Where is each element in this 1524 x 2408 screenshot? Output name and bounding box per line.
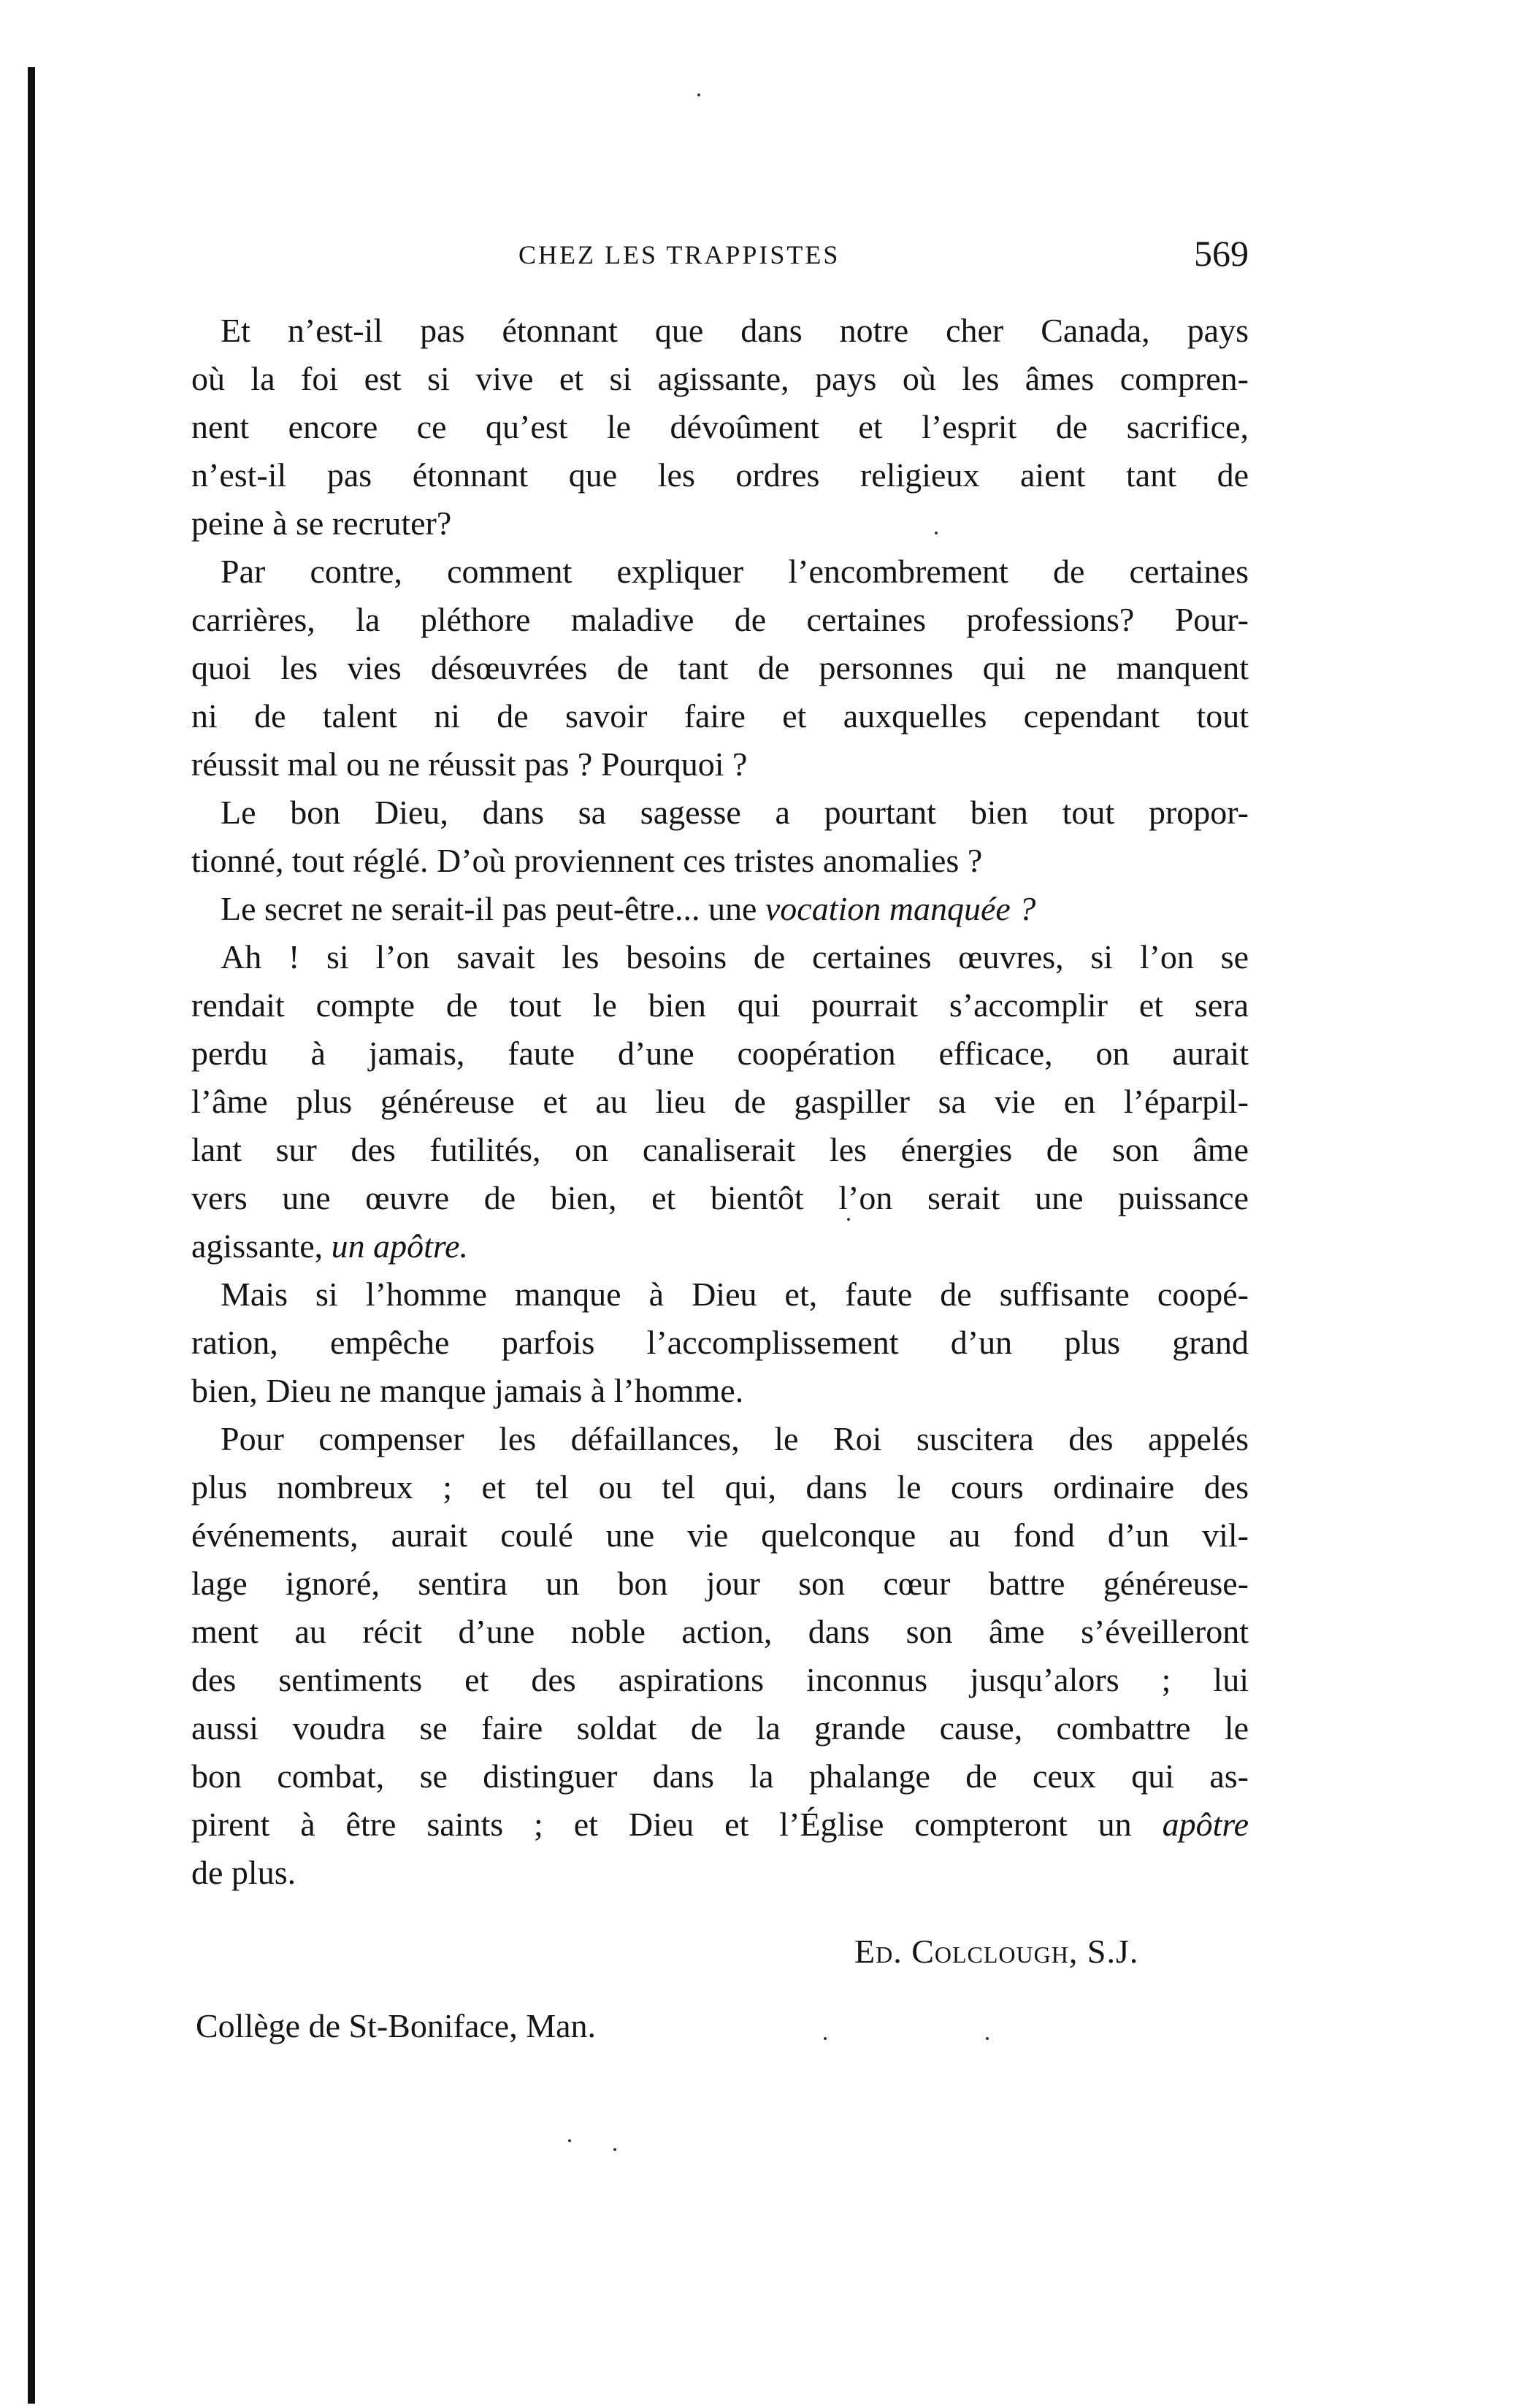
signature-text: Ed. Colclough, S.J. [854, 1933, 1139, 1970]
scan-speck [986, 2037, 989, 2040]
line-text: Pour compenser les défaillances, le Roi suscitera des appelés [221, 1420, 1249, 1457]
line-italic-text: un apôtre. [331, 1227, 469, 1265]
article-body [191, 307, 1249, 1897]
line-text: lant sur des futilités, on canaliserait les énergies de son âme [191, 1131, 1249, 1168]
line-text: perdu à jamais, faute d’une coopération efficace, on aurait [191, 1035, 1249, 1072]
text-line [191, 1270, 1249, 1319]
line-text: ration, empêche parfois l’accomplissement d’un plus grand [191, 1324, 1249, 1361]
text-line [191, 451, 1249, 499]
text-line [191, 644, 1249, 692]
line-text: n’est-il pas étonnant que les ordres religieux aient tant de [191, 456, 1249, 494]
page-binding-edge [28, 67, 35, 2404]
line-text: ment au récit d’une noble action, dans son âme s’éveilleront [191, 1613, 1249, 1650]
line-text: pirent à être saints ; et Dieu et l’Église compteront un [191, 1806, 1163, 1843]
text-line [191, 548, 1249, 596]
line-text: événements, aurait coulé une vie quelconque au fond d’un vil- [191, 1516, 1249, 1554]
line-text: vers une œuvre de bien, et bientôt l’on serait une puissance [191, 1179, 1249, 1216]
line-text: quoi les vies désœuvrées de tant de personnes qui ne manquent [191, 649, 1249, 686]
text-line [191, 1801, 1249, 1849]
text-line [191, 789, 1249, 837]
text-line [191, 1752, 1249, 1801]
text-line [191, 981, 1249, 1029]
text-line [191, 1608, 1249, 1656]
line-text: aussi voudra se faire soldat de la grande cause, combattre le [191, 1709, 1249, 1746]
line-text: bon combat, se distinguer dans la phalange de ceux qui as- [191, 1757, 1249, 1795]
scan-speck [568, 2139, 571, 2142]
line-text: de plus. [191, 1854, 296, 1891]
line-text: des sentiments et des aspirations inconnus jusqu’alors ; lui [191, 1661, 1249, 1698]
text-line [191, 1463, 1249, 1511]
page-number: 569 [1194, 233, 1249, 274]
text-line [191, 596, 1249, 644]
text-line [191, 499, 1249, 548]
text-line [191, 1078, 1249, 1126]
line-text: l’âme plus généreuse et au lieu de gaspiller sa vie en l’éparpil- [191, 1083, 1249, 1120]
text-line [191, 1511, 1249, 1560]
line-text: Ah ! si l’on savait les besoins de certaines œuvres, si l’on se [221, 938, 1249, 975]
line-text: Par contre, comment expliquer l’encombrement de certaines [221, 553, 1249, 590]
text-line [191, 933, 1249, 981]
text-line [191, 1415, 1249, 1463]
scan-speck [613, 2148, 616, 2151]
text-line [191, 1560, 1249, 1608]
line-text: où la foi est si vive et si agissante, pays où les âmes compren- [191, 360, 1249, 397]
line-text: agissante, [191, 1227, 332, 1265]
running-head: CHEZ LES TRAPPISTES [518, 240, 841, 269]
line-text: Le secret ne serait-il pas peut-être... une [221, 890, 765, 927]
scan-speck [935, 532, 938, 534]
text-line [191, 307, 1249, 355]
line-text: carrières, la pléthore maladive de certaines professions? Pour- [191, 601, 1249, 638]
line-text: lage ignoré, sentira un bon jour son cœur battre généreuse- [191, 1565, 1249, 1602]
line-text: Mais si l’homme manque à Dieu et, faute de suffisante coopé- [221, 1276, 1249, 1313]
line-text: Et n’est-il pas étonnant que dans notre cher Canada, pays [221, 312, 1249, 349]
page-header [190, 232, 1249, 276]
scan-speck [697, 93, 700, 96]
place-line: Collège de St-Boniface, Man. [196, 2007, 597, 2044]
text-line [191, 1656, 1249, 1704]
line-text: nent encore ce qu’est le dévoûment et l’esprit de sacrifice, [191, 408, 1249, 445]
scan-speck [824, 2037, 827, 2040]
text-line [191, 692, 1249, 740]
text-line [191, 355, 1249, 403]
text-line [191, 1222, 1249, 1270]
author-signature [854, 1928, 1138, 1976]
line-text: ni de talent ni de savoir faire et auxquelles cependant tout [191, 697, 1249, 735]
text-line [191, 1704, 1249, 1752]
text-line [191, 1126, 1249, 1174]
text-line [191, 1367, 1249, 1415]
text-line [191, 1849, 1249, 1897]
line-text: réussit mal ou ne réussit pas ? Pourquoi ? [191, 745, 748, 783]
line-text: Le bon Dieu, dans sa sagesse a pourtant bien tout propor- [221, 794, 1249, 831]
line-text: peine à se recruter? [191, 505, 452, 542]
text-line [191, 1029, 1249, 1078]
text-line [191, 403, 1249, 451]
text-line [191, 837, 1249, 885]
line-text: plus nombreux ; et tel ou tel qui, dans le cours ordinaire des [191, 1468, 1249, 1506]
line-text: bien, Dieu ne manque jamais à l’homme. [191, 1372, 744, 1409]
line-text: tionné, tout réglé. D’où proviennent ces tristes anomalies ? [191, 842, 983, 879]
text-line [191, 1319, 1249, 1367]
line-text: rendait compte de tout le bien qui pourrait s’accomplir et sera [191, 986, 1249, 1024]
text-line [191, 885, 1249, 933]
text-line [191, 1174, 1249, 1222]
line-italic-text: vocation manquée ? [765, 890, 1036, 927]
line-italic-text: apôtre [1162, 1806, 1249, 1843]
text-line [191, 740, 1249, 789]
scan-speck [847, 1218, 850, 1221]
